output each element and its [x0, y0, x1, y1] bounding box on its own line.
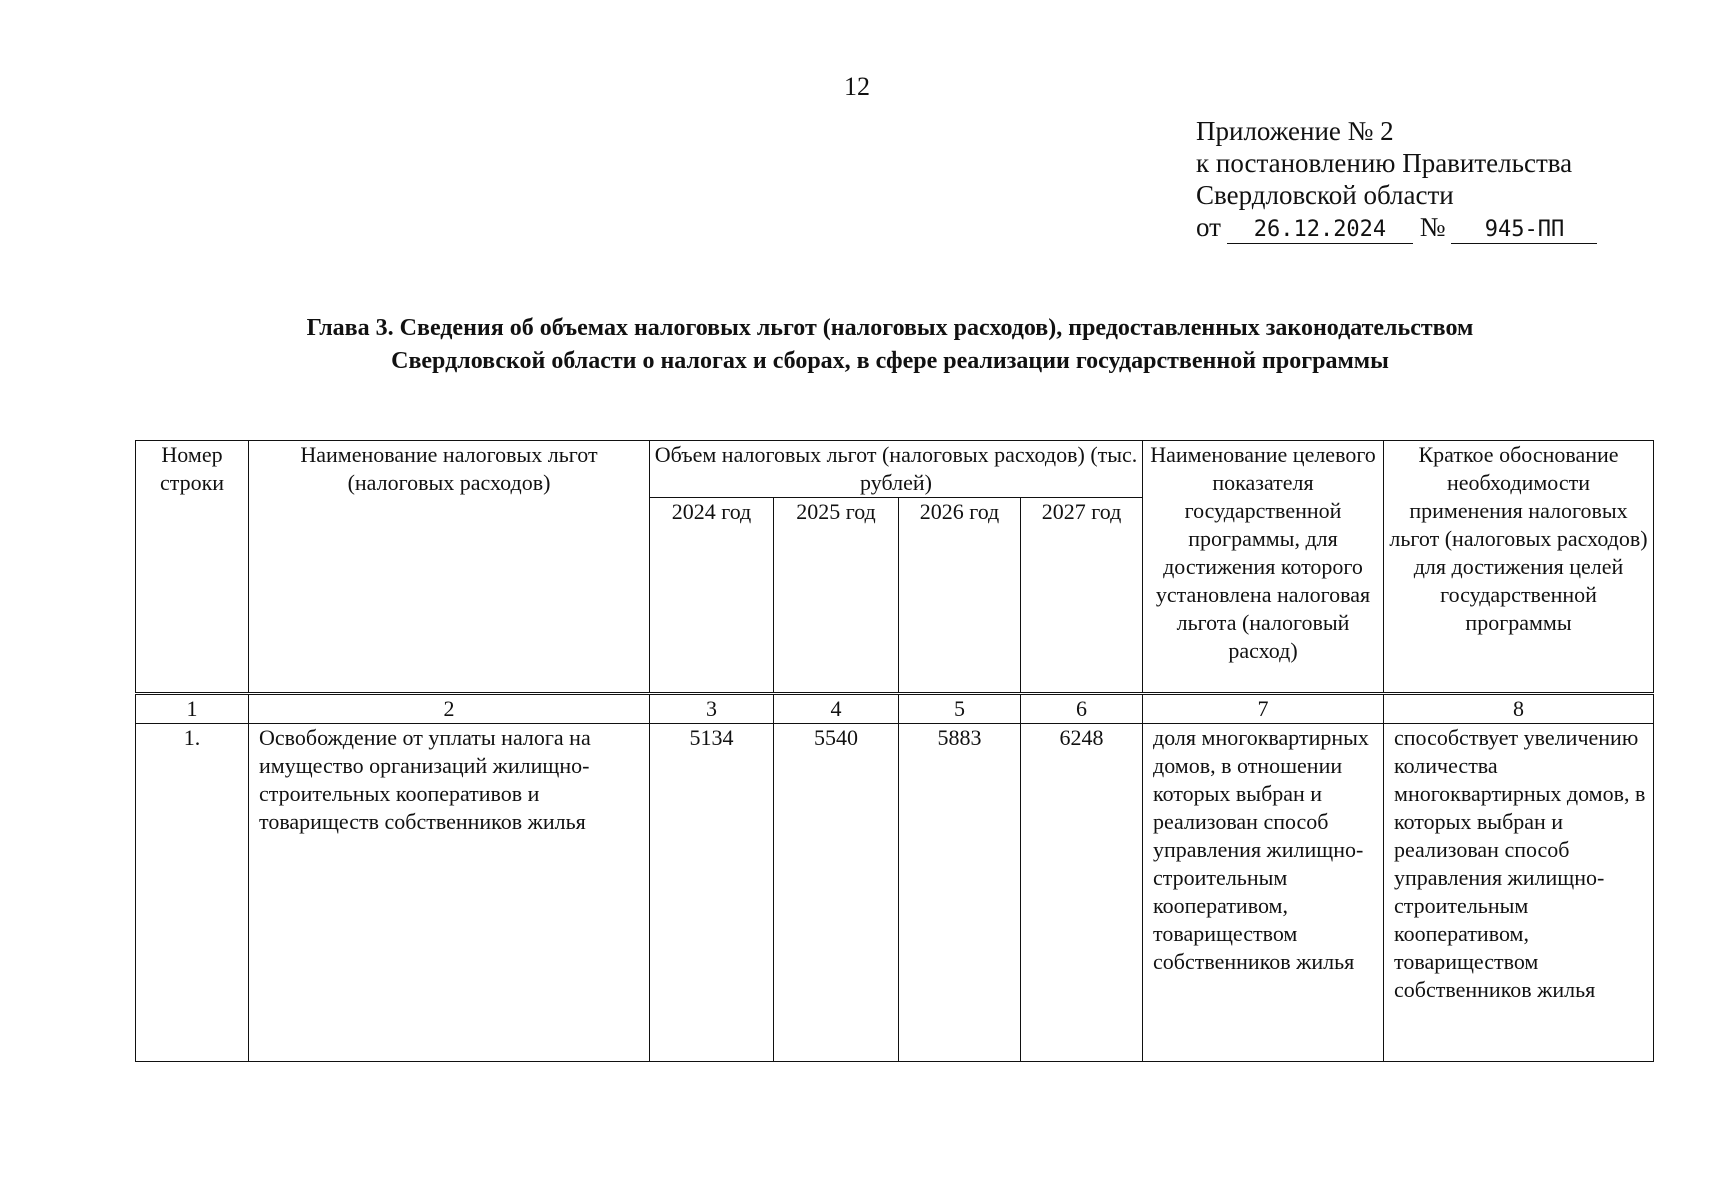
target-indicator: доля многоквартирных домов, в отношении которых выбран и реализован способ управления жилищно-строительным кооперативом, товариществом собственников жилья	[1143, 724, 1384, 1062]
value-2026: 5883	[899, 724, 1021, 1062]
tax-benefits-table	[135, 440, 1654, 1062]
header-year-2027: 2027 год	[1021, 498, 1143, 694]
column-number: 2	[249, 694, 650, 724]
appendix-line-1: Приложение № 2	[1196, 116, 1394, 146]
from-label: от	[1196, 212, 1221, 242]
chapter-title-line-2: Свердловской области о налогах и сборах, в сфере реализации государственной программы	[391, 348, 1389, 374]
chapter-title-line-1: Глава 3. Сведения об объемах налоговых льгот (налоговых расходов), предоставленных законодательством	[306, 315, 1474, 341]
header-year-2026: 2026 год	[899, 498, 1021, 694]
column-number: 7	[1143, 694, 1384, 724]
value-2025: 5540	[774, 724, 899, 1062]
number-label: №	[1419, 212, 1446, 242]
header-name: Наименование налоговых льгот (налоговых расходов)	[249, 441, 650, 694]
column-number: 5	[899, 694, 1021, 724]
justification: способствует увеличению количества многоквартирных домов, в которых выбран и реализован способ управления жилищно-строительным кооперативом, товариществом собственников жилья	[1384, 724, 1654, 1062]
appendix-line-2: к постановлению Правительства	[1196, 148, 1573, 178]
header-volume: Объем налоговых льгот (налоговых расходов) (тыс. рублей)	[650, 441, 1143, 498]
value-2027: 6248	[1021, 724, 1143, 1062]
column-number: 8	[1384, 694, 1654, 724]
column-number: 1	[136, 694, 249, 724]
appendix-line-3: Свердловской области	[1196, 180, 1454, 210]
header-row-number: Номер строки	[136, 441, 249, 694]
header-justification: Краткое обоснование необходимости применения налоговых льгот (налоговых расходов) для достижения целей государственной программы	[1384, 441, 1654, 694]
header-year-2024: 2024 год	[650, 498, 774, 694]
value-2024: 5134	[650, 724, 774, 1062]
decree-number: 945-ПП	[1451, 217, 1597, 244]
column-number: 3	[650, 694, 774, 724]
decree-date: 26.12.2024	[1227, 217, 1413, 244]
benefit-name: Освобождение от уплаты налога на имущество организаций жилищно-строительных кооперативов и товариществ собственников жилья	[249, 724, 650, 1062]
appendix-block	[1196, 115, 1597, 244]
column-number: 6	[1021, 694, 1143, 724]
appendix-line-4	[1196, 211, 1597, 244]
column-numbers-row	[136, 694, 1654, 724]
header-year-2025: 2025 год	[774, 498, 899, 694]
chapter-title	[150, 312, 1630, 378]
page-number: 12	[844, 72, 870, 101]
header-target: Наименование целевого показателя государственной программы, для достижения которого установлена налоговая льгота (налоговый расход)	[1143, 441, 1384, 694]
table-row	[136, 724, 1654, 1062]
row-number: 1.	[136, 724, 249, 1062]
column-number: 4	[774, 694, 899, 724]
